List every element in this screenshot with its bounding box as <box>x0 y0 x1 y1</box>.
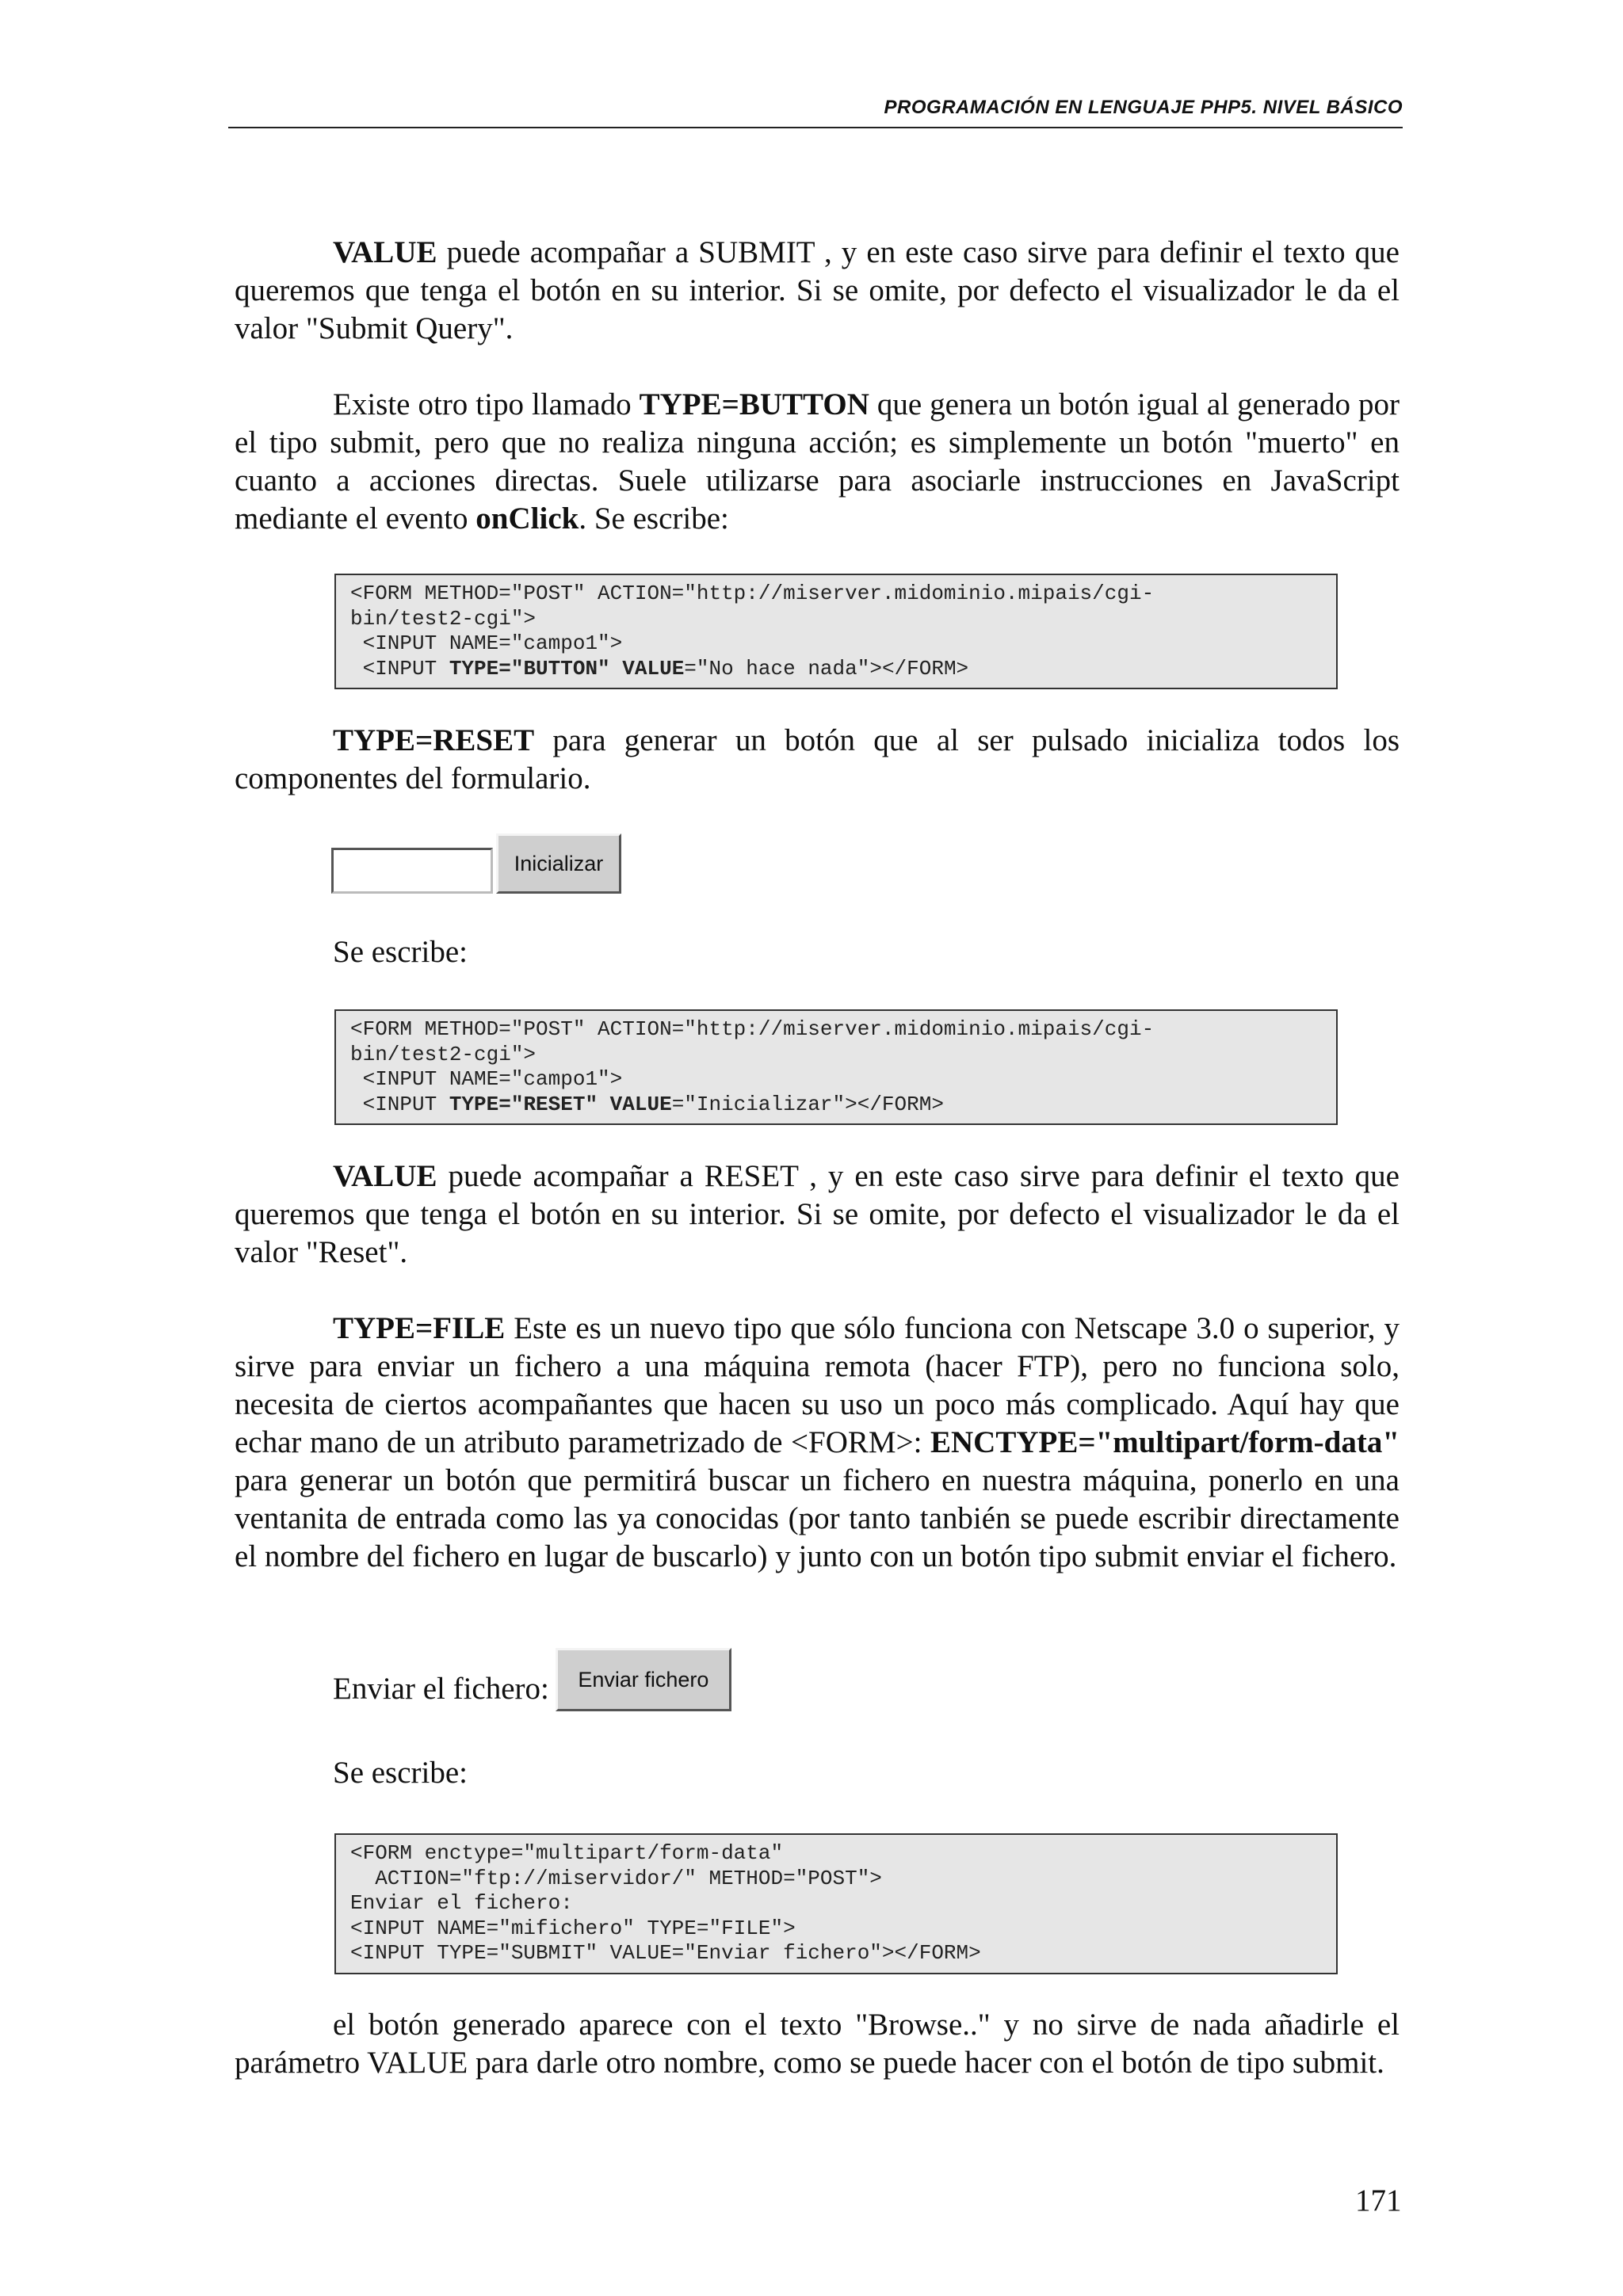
code-line: bin/test2-cgi"> <box>350 1042 537 1066</box>
code-line: <INPUT NAME="campo1"> <box>350 1067 623 1091</box>
paragraph-text: . Se escribe: <box>579 502 729 536</box>
code-line: <INPUT TYPE="RESET" VALUE="Inicializar"></FORM> <box>350 1092 944 1116</box>
paragraph-text: para generar un botón que al ser pulsado inicializa todos los componentes del formulario. <box>235 723 1400 795</box>
bold-term: onClick <box>475 502 579 536</box>
header-rule <box>228 127 1403 128</box>
code-line: bin/test2-cgi"> <box>350 606 537 631</box>
paragraph-value-reset <box>235 1158 1400 1272</box>
se-escribe-label: Se escribe: <box>333 1756 468 1790</box>
code-block-reset <box>334 1009 1338 1125</box>
reset-button[interactable]: Inicializar <box>496 833 621 894</box>
paragraph-text: Existe otro tipo llamado <box>333 387 640 421</box>
file-demo-label: Enviar el fichero: <box>333 1672 549 1706</box>
code-block-file <box>334 1833 1338 1974</box>
send-file-button[interactable]: Enviar fichero <box>556 1648 731 1711</box>
paragraph-text: Este es un nuevo tipo que sólo funciona con Netscape 3.0 o superior, y sirve para enviar un fichero a una máquina remota (hacer FTP), pero no funciona solo, necesita de ciertos acompañantes que hacen su uso un poco más complicado. Aquí hay que echar mano de un atributo parametrizado de <FORM>: <box>235 1311 1400 1459</box>
code-line: <INPUT TYPE="BUTTON" VALUE="No hace nada"></FORM> <box>350 656 969 681</box>
paragraph-text: el botón generado aparece con el texto "Browse.." y no sirve de nada añadirle el parámetro VALUE para darle otro nombre, como se puede hacer con el botón de tipo submit. <box>235 2008 1400 2080</box>
code-line: <INPUT NAME="mifichero" TYPE="FILE"> <box>350 1916 796 1940</box>
bold-term: VALUE <box>333 1159 437 1193</box>
bold-term: TYPE=RESET <box>333 723 535 757</box>
paragraph-type-button <box>235 386 1400 538</box>
paragraph-text: que genera un botón igual al generado por el tipo submit, pero que no realiza ninguna acción; es simplemente un botón "muerto" en cuanto a acciones directas. Suele utilizarse para asociarle instrucciones en JavaScript mediante el evento <box>235 387 1400 536</box>
code-line: <INPUT TYPE="SUBMIT" VALUE="Enviar fichero"></FORM> <box>350 1941 981 1965</box>
code-block-button <box>334 574 1338 689</box>
bold-term: TYPE=BUTTON <box>639 387 869 421</box>
text-input[interactable] <box>331 848 493 894</box>
paragraph-text: puede acompañar a SUBMIT , y en este caso sirve para definir el texto que queremos que tenga el botón en su interior. Si se omite, por defecto el visualizador le da el valor "Submit Query". <box>235 235 1400 345</box>
code-line: Enviar el fichero: <box>350 1891 573 1915</box>
reset-demo <box>331 833 621 894</box>
code-line: <INPUT NAME="campo1"> <box>350 631 623 655</box>
paragraph-type-file <box>235 1310 1400 1576</box>
paragraph-browse <box>235 2006 1400 2082</box>
paragraph-text: para generar un botón que permitirá buscar un fichero en nuestra máquina, ponerlo en una ventanita de entrada como las ya conocidas (por tanto tanbién se puede escribir directamente el nombre del fichero en lugar de buscarlo) y junto con un botón tipo submit enviar el fichero. <box>235 1463 1400 1573</box>
paragraph-type-reset <box>235 722 1400 798</box>
running-header: PROGRAMACIÓN EN LENGUAJE PHP5. NIVEL BÁSICO <box>884 97 1403 118</box>
paragraph-text: puede acompañar a RESET , y en este caso sirve para definir el texto que queremos que tenga el botón en su interior. Si se omite, por defecto el visualizador le da el valor "Reset". <box>235 1159 1400 1269</box>
code-line: <FORM METHOD="POST" ACTION="http://miserver.midominio.mipais/cgi- <box>350 582 1155 605</box>
bold-term: ENCTYPE="multipart/form-data" <box>930 1425 1400 1459</box>
code-line: ACTION="ftp://miservidor/" METHOD="POST"> <box>350 1866 882 1890</box>
bold-term: VALUE <box>333 235 437 269</box>
code-line: <FORM METHOD="POST" ACTION="http://miserver.midominio.mipais/cgi- <box>350 1017 1155 1041</box>
se-escribe-label: Se escribe: <box>333 935 468 969</box>
file-demo <box>333 1648 731 1711</box>
code-line: <FORM enctype="multipart/form-data" <box>350 1841 784 1865</box>
page-number: 171 <box>1355 2183 1402 2218</box>
bold-term: TYPE=FILE <box>333 1311 506 1345</box>
paragraph-value-submit <box>235 234 1400 348</box>
